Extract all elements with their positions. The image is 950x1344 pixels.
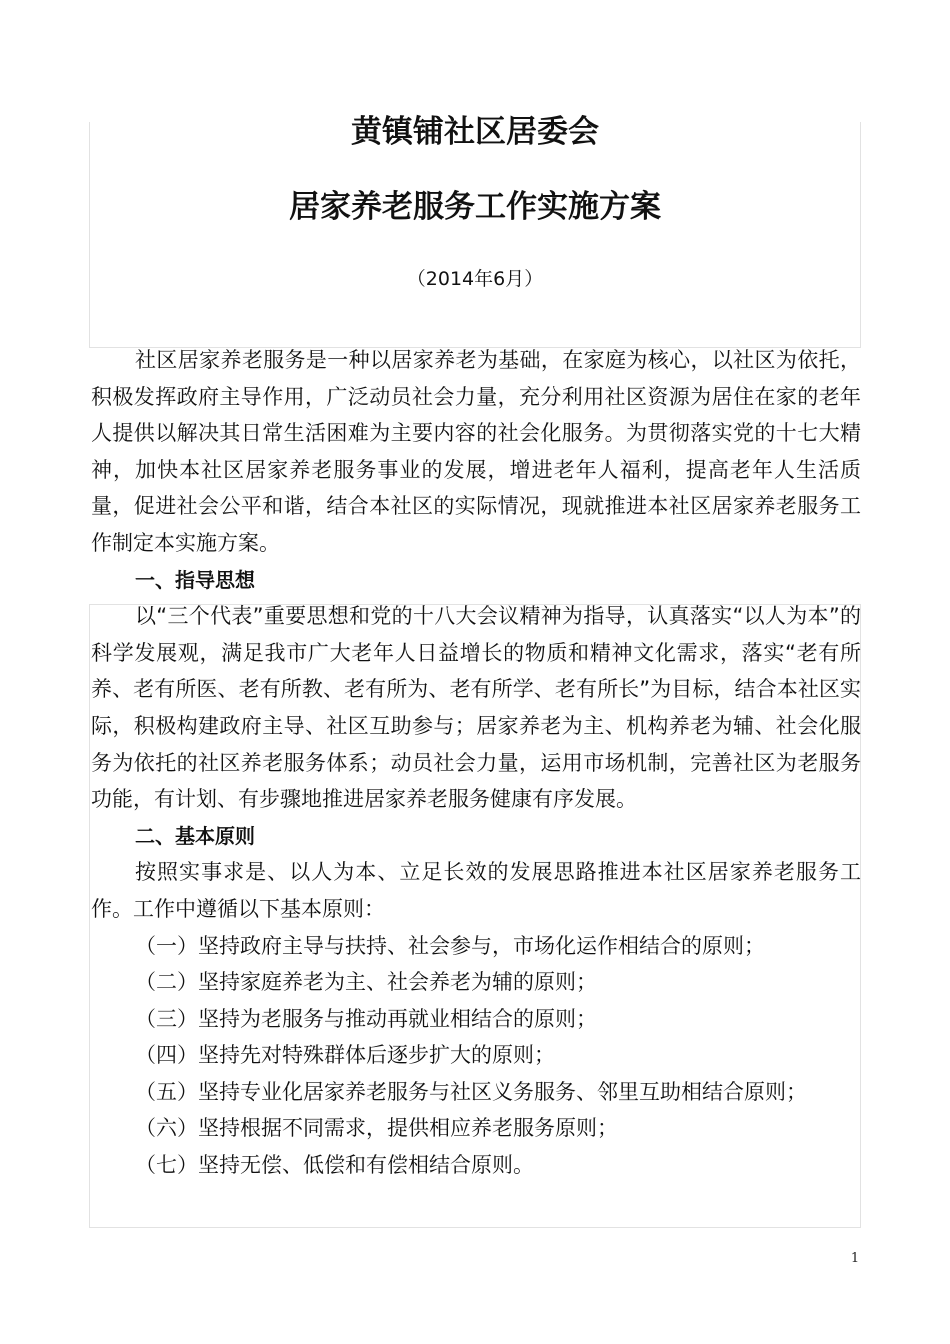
document-date: （2014年6月） [406,268,544,290]
document-title-line2: 居家养老服务工作实施方案 [289,189,661,225]
section1-paragraph: 以“三个代表”重要思想和党的十八大会议精神为指导，认真落实“以人为本”的科学发展观，满足我市广大老年人日益增长的物质和精神文化需求，落实“老有所养、老有所医、老有所教、老有所为、老有所学、老有所长”为目标，结合本社区实际，积极构建政府主导、社区互助参与；居家养老为主、机构养老为辅、社会化服务为依托的社区养老服务体系；动员社会力量，运用市场机制，完善社区为老服务功能，有计划、有步骤地推进居家养老服务健康有序发展。 [91,604,861,812]
principle-item-1: （一）坚持政府主导与扶持、社会参与，市场化运作相结合的原则； [135,933,765,958]
document-title-line1: 黄镇铺社区居委会 [351,114,599,150]
intro-paragraph: 社区居家养老服务是一种以居家养老为基础，在家庭为核心，以社区为依托，积极发挥政府主导作用，广泛动员社会力量，充分利用社区资源为居住在家的老年人提供以解决其日常生活困难为主要内容的社会化服务。为贯彻落实党的十七大精神，加快本社区居家养老服务事业的发展，增进老年人福利，提高老年人生活质量，促进社会公平和谐，结合本社区的实际情况，现就推进本社区居家养老服务工作制定本实施方案。 [91,348,861,555]
principle-item-7: （七）坚持无偿、低偿和有偿相结合原则。 [135,1153,534,1178]
principle-item-6: （六）坚持根据不同需求，提供相应养老服务原则； [135,1116,618,1141]
principle-item-5: （五）坚持专业化居家养老服务与社区义务服务、邻里互助相结合原则； [135,1079,807,1104]
document-body [91,342,861,1184]
section2-heading: 二、基本原则 [135,823,255,848]
principle-item-3: （三）坚持为老服务与推动再就业相结合的原则； [135,1006,597,1031]
principle-item-2: （二）坚持家庭养老为主、社会养老为辅的原则； [135,970,597,995]
principle-item-4: （四）坚持先对特殊群体后逐步扩大的原则； [135,1043,555,1068]
header-frame [89,122,861,348]
section2-paragraph: 按照实事求是、以人为本、立足长效的发展思路推进本社区居家养老服务工作。工作中遵循以下基本原则： [91,860,861,921]
page-number: 1 [850,1251,860,1266]
section1-heading: 一、指导思想 [135,567,255,592]
